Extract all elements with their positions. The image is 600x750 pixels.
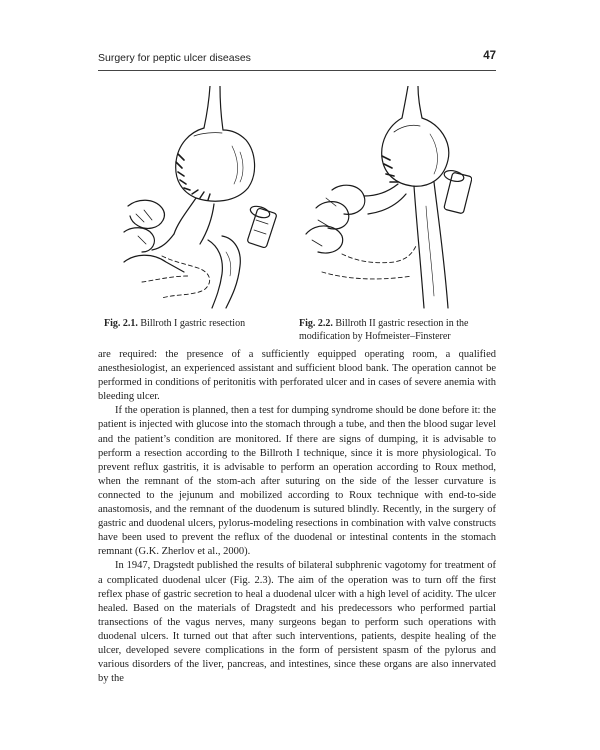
paragraph-continuation: are required: the presence of a sufficiently equipped operating room, a qualified anesthesiologist, an experienced assistant and sufficient blood bank. The operation cannot be performed in conditions of peritonitis with perforated ulcer and in cases of severe anemia with bleeding ulcer. xyxy=(98,349,496,403)
body-text xyxy=(98,348,496,686)
figure-caption-text-2-2: Billroth II gastric resection in the modification by Hofmeister–Finsterer xyxy=(299,318,469,342)
header-rule xyxy=(98,70,496,71)
figure-caption-text-2-1: Billroth I gastric resection xyxy=(140,318,246,329)
paragraph-dragstedt: In 1947, Dragstedt published the results of bilateral subphrenic vagotomy for treatment of a complicated duodenal ulcer (Fig. 2.3). The aim of the operation was to turn off the first reflex phase of gastric secretion to heal a duodenal ulcer with a high level of acidity. The ulcer healed. Based on the materials of Dragstedt and his predecessors who performed partial transections of the vagus nerves, many surgeons began to perform such operations with duodenal ulcers. It turned out that after such interventions, patients, despite healing of the ulcer, developed severe complications in the form of persistent spasm of the pylorus and various disorders of the liver, pancreas, and intestines, since these organs are also innervated by the xyxy=(98,560,496,685)
page-number: 47 xyxy=(483,50,496,62)
figure-caption-2-1 xyxy=(104,317,284,330)
figure-label-2-2: Fig. 2.2. xyxy=(299,318,333,329)
figure-billroth-1 xyxy=(122,86,282,310)
paragraph-dumping-test: If the operation is planned, then a test for dumping syndrome should be done before it: the patient is injected with glucose into the stomach through a tube, and then the blood sugar level and the patient’s condition are monitored. If there are signs of dumping, it is advisable to perform a resection according to the Billroth I technique, since it is more physiological. To prevent reflux gastritis, it is advisable to perform an operation according to Roux method, when the remnant of the stom-ach after suturing on the side of the lesser curvature is connected to the jejunum and mobilized according to Roux technique with end-to-side anastomosis, and the remnant of the duodenum is sutured blindly. Recently, in the surgery of gastric and duodenal ulcers, pylorus-modeling resections in combination with valve constructs have been used to prevent the reflux of the duodenal or intestinal contents in the stomach remnant (G.K. Zherlov et al., 2000). xyxy=(98,405,496,558)
figure-billroth-2 xyxy=(302,86,472,310)
running-header-title: Surgery for peptic ulcer diseases xyxy=(98,52,251,64)
figure-caption-2-2 xyxy=(299,317,496,343)
figure-label-2-1: Fig. 2.1. xyxy=(104,318,138,329)
